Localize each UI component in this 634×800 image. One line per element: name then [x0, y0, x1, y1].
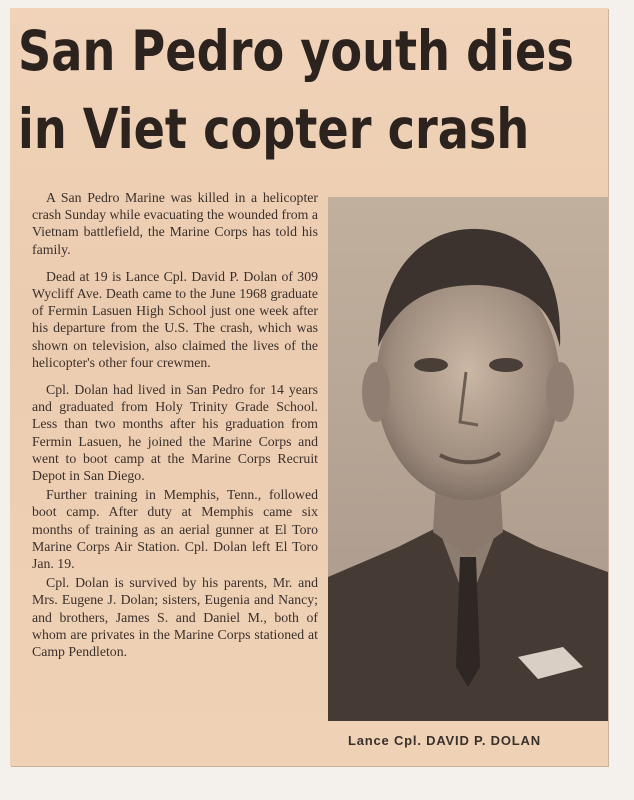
photo-caption: Lance Cpl. DAVID P. DOLAN — [348, 733, 541, 748]
left-eye — [414, 358, 448, 372]
portrait-illustration — [328, 197, 608, 721]
article-paragraph-4: Further training in Memphis, Tenn., followed boot camp. After duty at Memphis came six months of training as an aerial gunner at El Toro Marine Corps Air Station. Cpl. Dolan left El Toro Jan. 19. — [32, 487, 318, 572]
article-paragraph-5: Cpl. Dolan is survived by his parents, Mr. and Mrs. Eugene J. Dolan; sisters, Eugenia and Nancy; and brothers, James S. and Daniel M., both of whom are privates in the Marine Corps stationed at Camp Pendleton. — [32, 575, 318, 660]
article-body — [32, 189, 318, 662]
headline — [18, 12, 574, 168]
article-paragraph-2: Dead at 19 is Lance Cpl. David P. Dolan of 309 Wycliff Ave. Death came to the June 1968 graduate of Fermin Lasuen High School just one week after his departure from the U.S. The crash, which was shown on television, also claimed the lives of the helicopter's other four crewmen. — [32, 268, 318, 370]
article-paragraph-3: Cpl. Dolan had lived in San Pedro for 14 years and graduated from Holy Trinity Grade School. Less than two months after his graduation from Fermin Lasuen, he joined the Marine Corps and went to boot camp at the Marine Corps Recruit Depot in San Diego. — [32, 382, 318, 484]
newspaper-clipping — [10, 8, 608, 766]
portrait-photo — [328, 197, 608, 721]
article-paragraph-1: A San Pedro Marine was killed in a helicopter crash Sunday while evacuating the wounded from a Vietnam battlefield, the Marine Corps has told his family. — [32, 190, 318, 257]
right-eye — [489, 358, 523, 372]
left-ear — [362, 362, 390, 422]
necktie — [456, 557, 480, 687]
right-ear — [546, 362, 574, 422]
headline-line-2: in Viet copter crash — [18, 97, 530, 161]
headline-line-1: San Pedro youth dies — [18, 19, 574, 83]
